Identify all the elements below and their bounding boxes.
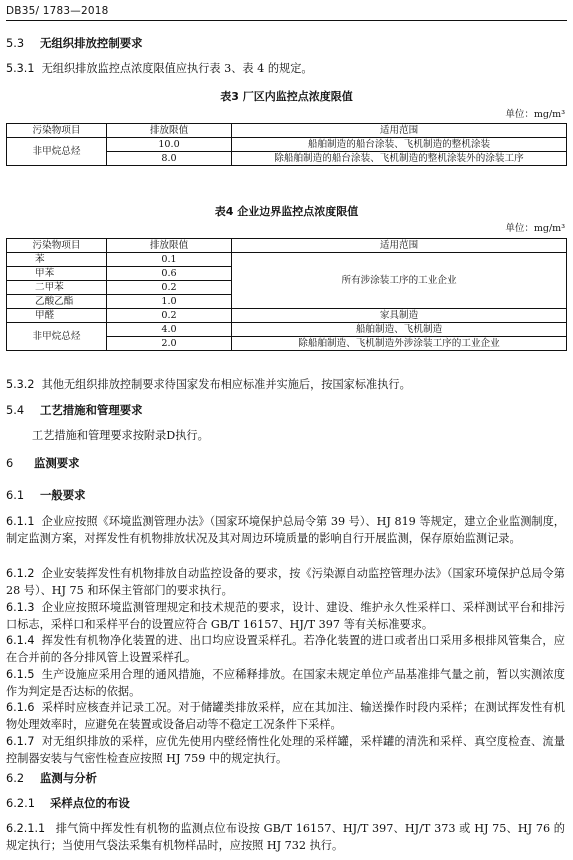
clause-number: 6.1.2 — [6, 567, 35, 580]
table-row — [7, 138, 567, 152]
table3-unit: 单位：mg/m³ — [505, 109, 565, 120]
clause-text: 无组织排放监控点浓度限值应执行表 3、表 4 的规定。 — [41, 62, 313, 75]
table3-title: 表3 厂区内监控点浓度限值 — [220, 90, 353, 103]
clause-5-3-2 — [6, 376, 565, 393]
column-header: 污染物项目 — [7, 124, 107, 138]
clause-number: 6.1.5 — [6, 668, 35, 681]
clause-6-2-1-1 — [6, 820, 565, 855]
section-title: 监测与分析 — [39, 771, 97, 785]
scope-cell: 船舶制造的船台涂装、飞机制造的整机涂装 — [232, 138, 567, 152]
section-number: 6.2 — [6, 771, 25, 785]
clause-6-1-1 — [6, 513, 565, 548]
clause-number: 5.3.1 — [6, 62, 35, 75]
section-title: 采样点位的布设 — [49, 796, 130, 810]
table-row — [7, 309, 567, 323]
clause-6-1-6 — [6, 699, 565, 734]
clause-text: 企业应按照环境监测管理规定和技术规范的要求，设计、建设、维护永久性采样口、采样测试平台和排污口标志，采样口和采样平台的设置应符合 GB/T 16157、HJ/T 397 等有关标准要求。 — [6, 601, 565, 632]
section-title: 工艺措施和管理要求 — [39, 403, 143, 417]
scope-cell: 家具制造 — [232, 309, 567, 323]
column-header: 适用范围 — [232, 124, 567, 138]
scope-cell: 船舶制造、飞机制造 — [232, 323, 567, 337]
section-6-2-1-heading — [6, 795, 565, 813]
pollutant-cell: 二甲苯 — [7, 281, 107, 295]
pollutant-cell: 甲苯 — [7, 267, 107, 281]
clause-5-3-1 — [6, 60, 565, 77]
section-6-1-heading — [6, 487, 565, 505]
clause-number: 5.3.2 — [6, 378, 35, 391]
clause-6-1-3 — [6, 599, 565, 634]
section-title: 无组织排放控制要求 — [39, 36, 143, 50]
section-number: 6 — [6, 456, 14, 470]
scope-cell: 除船舶制造、飞机制造外涉涂装工序的工业企业 — [232, 337, 567, 351]
pollutant-cell: 乙酸乙酯 — [7, 295, 107, 309]
limit-cell: 0.1 — [107, 253, 232, 267]
limit-cell: 8.0 — [107, 152, 232, 166]
section-number: 6.2.1 — [6, 796, 35, 810]
clause-number: 6.1.1 — [6, 515, 35, 528]
pollutant-cell: 非甲烷总烃 — [7, 138, 107, 166]
limit-cell: 0.2 — [107, 309, 232, 323]
column-header: 适用范围 — [232, 239, 567, 253]
clause-number: 6.1.7 — [6, 735, 35, 748]
table-header-row — [7, 124, 567, 138]
table3 — [6, 123, 567, 166]
header-rule — [6, 20, 567, 21]
clause-text: 企业应按照《环境监测管理办法》（国家环境保护总局令第 39 号）、HJ 819 等规定，建立企业监测制度，制定监测方案，对挥发性有机物排放状况及其对周边环境质量的影响自行开展监测，保存原始监测记录。 — [6, 515, 565, 546]
pollutant-cell: 非甲烷总烃 — [7, 323, 107, 351]
clause-text: 企业安装挥发性有机物排放自动监控设备的要求，按《污染源自动监控管理办法》（国家环境保护总局令第 28 号）、HJ 75 和环保主管部门的要求执行。 — [6, 567, 565, 598]
clause-text: 对无组织排放的采样，应优先使用内壁经惰性化处理的采样罐，采样罐的清洗和采样、真空度检查、流量控制器安装与气密性检查应按照 HJ 759 中的规定执行。 — [6, 735, 565, 766]
column-header: 排放限值 — [107, 124, 232, 138]
section-5-4-heading — [6, 402, 565, 420]
clause-text: 其他无组织排放控制要求待国家发布相应标准并实施后，按国家标准执行。 — [41, 378, 411, 391]
section-5-4-text: 工艺措施和管理要求按附录D执行。 — [32, 429, 209, 442]
limit-cell: 10.0 — [107, 138, 232, 152]
table4-title: 表4 企业边界监控点浓度限值 — [214, 205, 359, 218]
clause-6-1-5 — [6, 666, 565, 701]
clause-text: 排气筒中挥发性有机物的监测点位布设按 GB/T 16157、HJ/T 397、HJ/T 373 或 HJ 75、HJ 76 的规定执行；当使用气袋法采集有机物样品时，应按照 HJ 732 执行。 — [6, 822, 565, 853]
clause-6-1-7 — [6, 733, 565, 768]
section-number: 6.1 — [6, 488, 25, 502]
clause-text: 采样时应核查并记录工况。对于储罐类排放采样，应在其加注、输送操作时段内采样；在测试挥发性有机物处理效率时，应避免在装置或设备启动等不稳定工况条件下采样。 — [6, 701, 565, 732]
column-header: 污染物项目 — [7, 239, 107, 253]
standard-code: DB35/ 1783—2018 — [6, 5, 109, 17]
section-title: 一般要求 — [39, 488, 86, 502]
pollutant-cell: 甲醛 — [7, 309, 107, 323]
limit-cell: 0.2 — [107, 281, 232, 295]
clause-number: 6.1.6 — [6, 701, 35, 714]
clause-text: 生产设施应采用合理的通风措施，不应稀释排放。在国家未规定单位产品基准排气量之前，暂以实测浓度作为判定是否达标的依据。 — [6, 668, 565, 699]
pollutant-cell: 苯 — [7, 253, 107, 267]
section-number: 5.4 — [6, 403, 25, 417]
section-title: 监测要求 — [33, 456, 80, 470]
table4 — [6, 238, 567, 351]
scope-cell: 所有涉涂装工序的工业企业 — [232, 253, 567, 309]
table-row — [7, 323, 567, 337]
clause-number: 6.2.1.1 — [6, 822, 46, 835]
section-6-heading — [6, 455, 565, 473]
table-row — [7, 253, 567, 267]
section-6-2-heading — [6, 770, 565, 788]
limit-cell: 1.0 — [107, 295, 232, 309]
limit-cell: 0.6 — [107, 267, 232, 281]
column-header: 排放限值 — [107, 239, 232, 253]
table-header-row — [7, 239, 567, 253]
limit-cell: 2.0 — [107, 337, 232, 351]
clause-text: 挥发性有机物净化装置的进、出口均应设置采样孔。若净化装置的进口或者出口采用多根排风管集合，应在合并前的各分排风管上设置采样孔。 — [6, 634, 565, 665]
table4-unit: 单位：mg/m³ — [505, 223, 565, 234]
clause-number: 6.1.4 — [6, 634, 35, 647]
scope-cell: 除船舶制造的船台涂装、飞机制造的整机涂装外的涂装工序 — [232, 152, 567, 166]
clause-6-1-4 — [6, 632, 565, 667]
clause-6-1-2 — [6, 565, 565, 600]
section-number: 5.3 — [6, 36, 25, 50]
limit-cell: 4.0 — [107, 323, 232, 337]
section-5-3-heading — [6, 35, 565, 53]
clause-number: 6.1.3 — [6, 601, 35, 614]
